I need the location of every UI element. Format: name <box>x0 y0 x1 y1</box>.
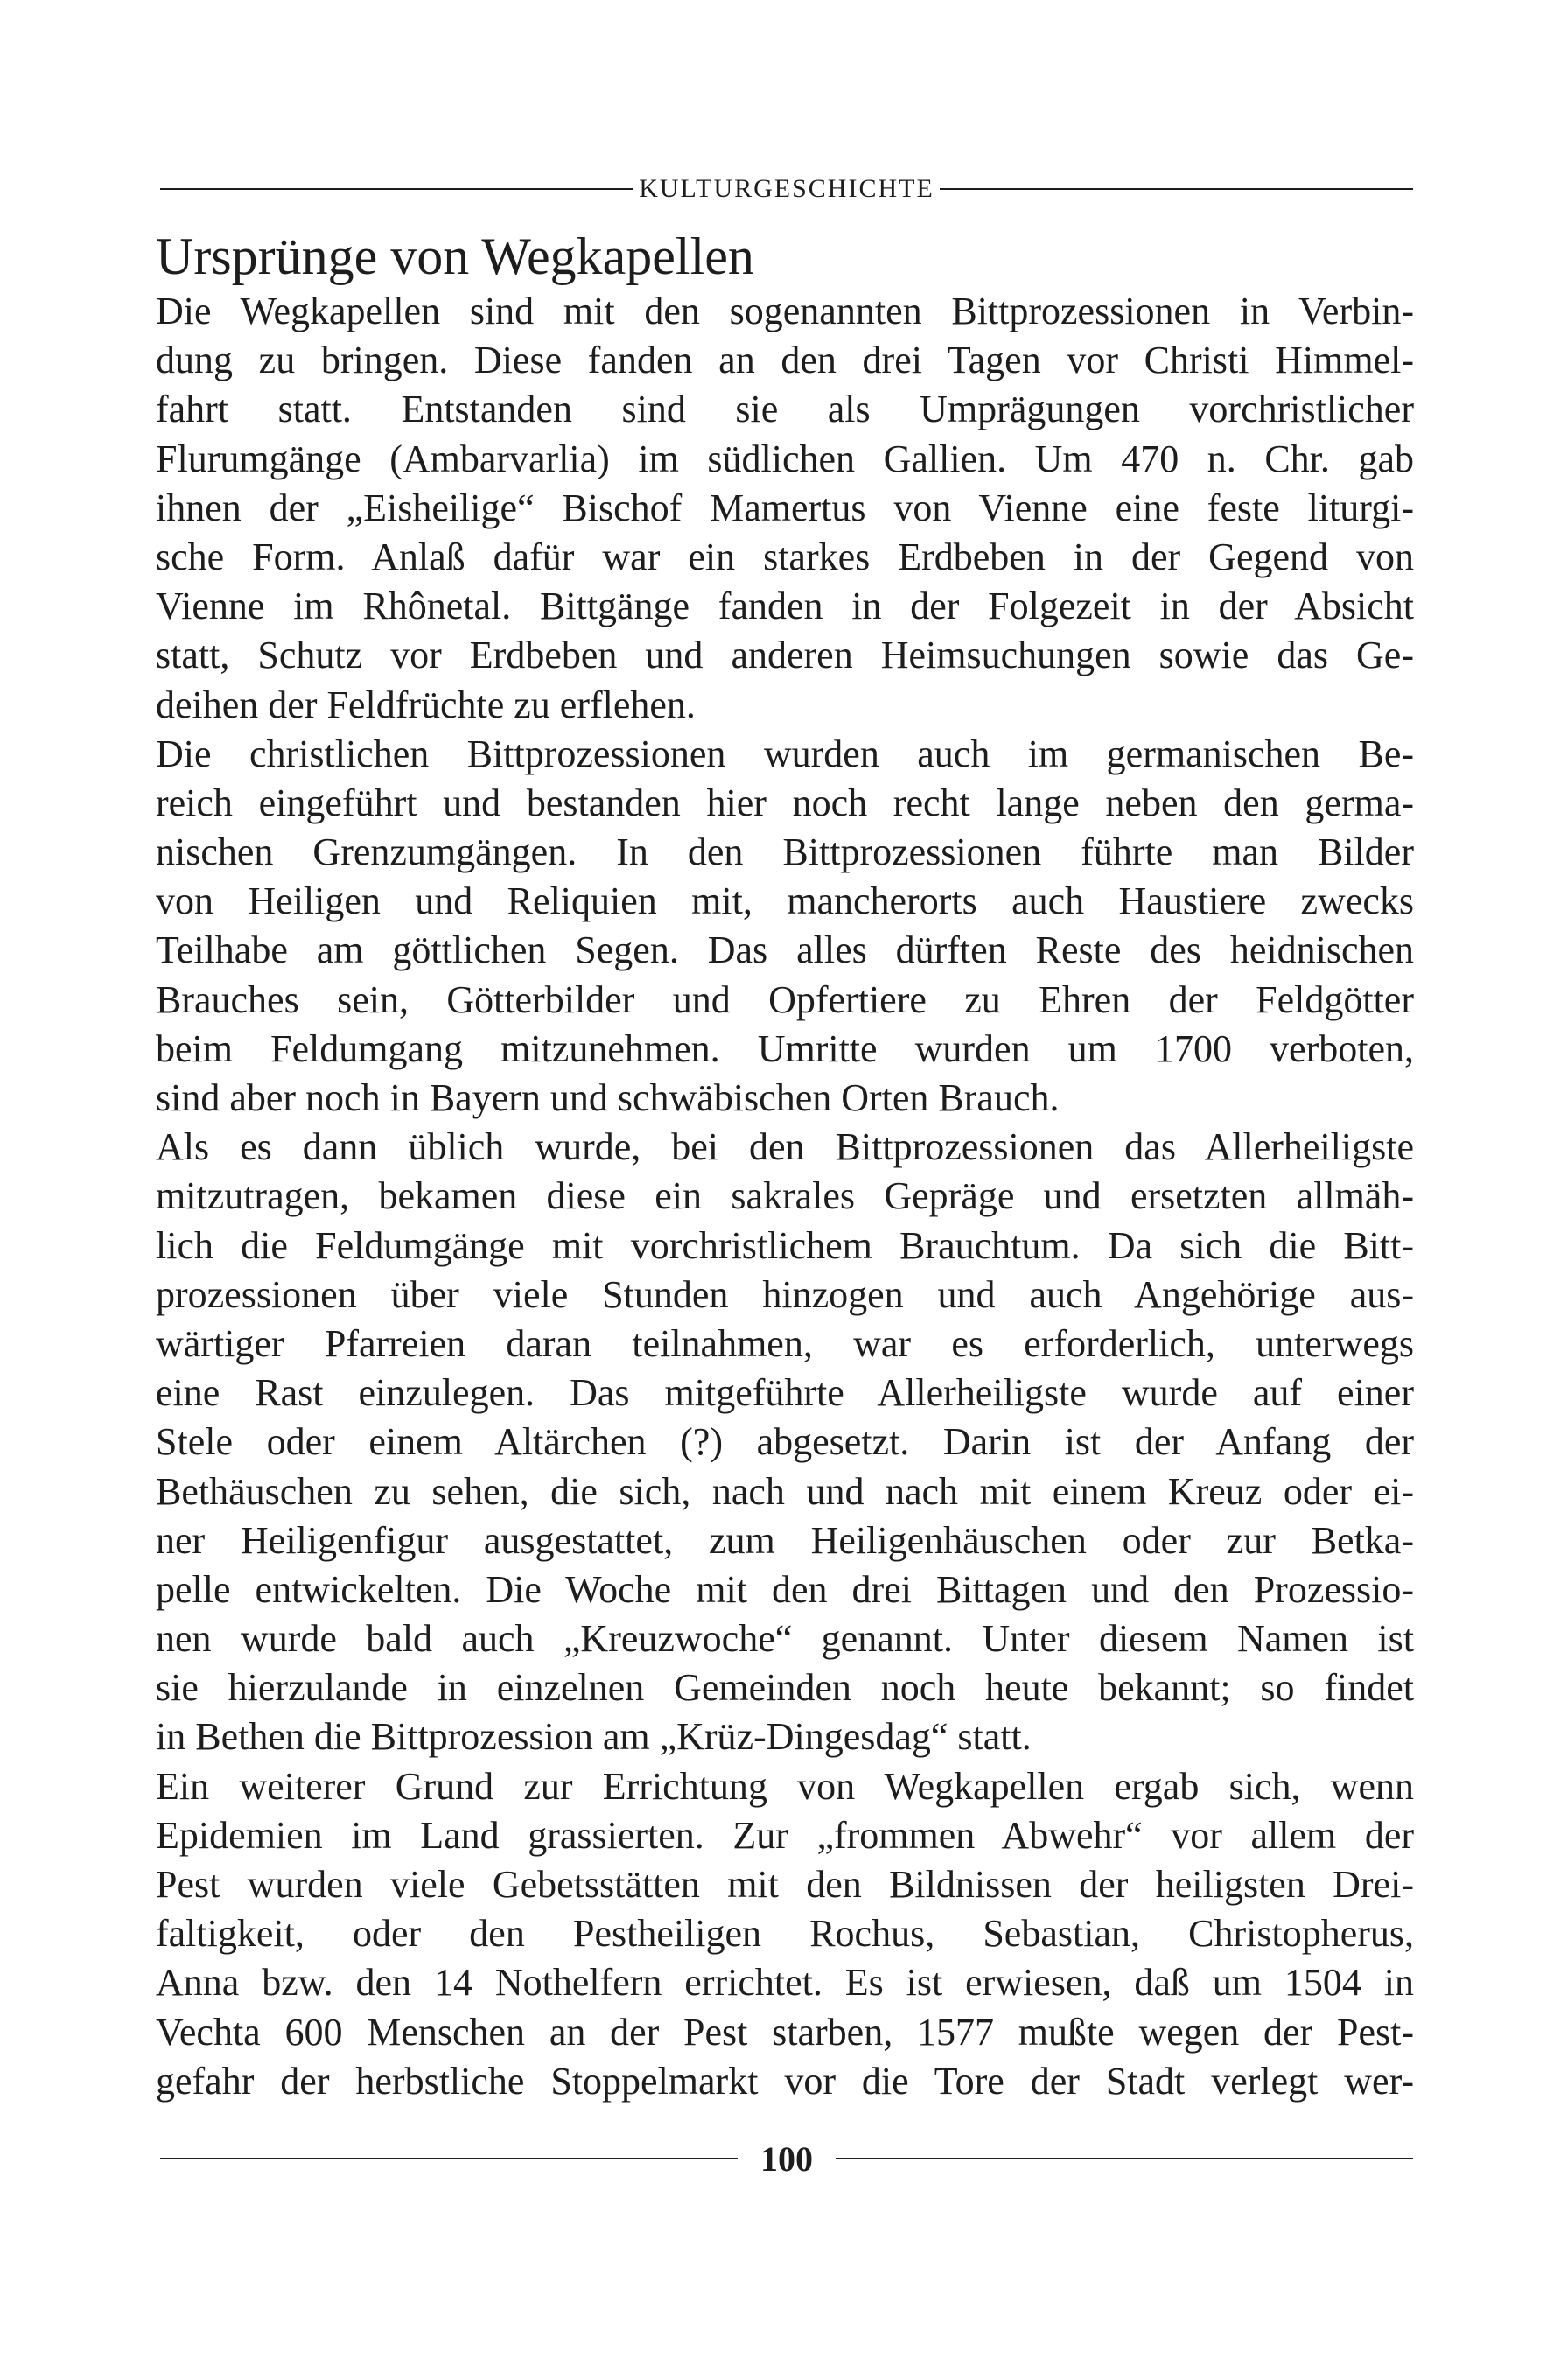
footer-rule-right <box>836 2158 1413 2160</box>
paragraph <box>156 287 1414 730</box>
text-line: Ein weiterer Grund zur Errichtung von Wegkapellen ergab sich, wenn <box>156 1764 1414 1808</box>
text-line: prozessionen über viele Stunden hinzogen und auch Angehörige aus- <box>156 1272 1414 1316</box>
text-line: wärtiger Pfarreien daran teilnahmen, war es erforderlich, unterwegs <box>156 1321 1414 1365</box>
paragraph <box>156 1123 1414 1761</box>
text-line: Vienne im Rhônetal. Bittgänge fanden in der Folgezeit in der Absicht <box>156 584 1414 628</box>
paragraph <box>156 1762 1414 2106</box>
text-line: von Heiligen und Reliquien mit, mancherorts auch Haustiere zwecks <box>156 879 1414 923</box>
text-line: Die christlichen Bittprozessionen wurden auch im germanischen Be- <box>156 732 1414 775</box>
header-rule-left <box>160 188 634 190</box>
text-line: Stele oder einem Altärchen (?) abgesetzt. Darin ist der Anfang der <box>156 1420 1414 1464</box>
text-line: fahrt statt. Entstanden sind sie als Umprägungen vorchristlicher <box>156 388 1414 431</box>
text-line: beim Feldumgang mitzunehmen. Umritte wurden um 1700 verboten, <box>156 1026 1414 1070</box>
text-line: reich eingeführt und bestanden hier noch recht lange neben den germa- <box>156 780 1414 824</box>
text-line: nischen Grenzumgängen. In den Bittprozessionen führte man Bilder <box>156 830 1414 874</box>
text-line: dung zu bringen. Diese fanden an den drei Tagen vor Christi Himmel- <box>156 339 1414 382</box>
text-line: ner Heiligenfigur ausgestattet, zum Heiligenhäuschen oder zur Betka- <box>156 1518 1414 1562</box>
text-line: deihen der Feldfrüchte zu erflehen. <box>156 682 696 726</box>
text-line: sind aber noch in Bayern und schwäbischen Orten Brauch. <box>156 1076 1060 1119</box>
running-header <box>160 172 1413 206</box>
text-line: Vechta 600 Menschen an der Pest starben, 1577 mußte wegen der Pest- <box>156 2010 1414 2054</box>
text-line: Bethäuschen zu sehen, die sich, nach und nach mit einem Kreuz oder ei- <box>156 1469 1414 1513</box>
text-line: gefahr der herbstliche Stoppelmarkt vor die Tore der Stadt verlegt wer- <box>156 2059 1414 2103</box>
text-line: Anna bzw. den 14 Nothelfern errichtet. Es ist erwiesen, daß um 1504 in <box>156 1961 1414 2005</box>
footer-rule-left <box>160 2158 738 2160</box>
text-line: Brauches sein, Götterbilder und Opfertiere zu Ehren der Feldgötter <box>156 977 1414 1021</box>
text-line: nen wurde bald auch „Kreuzwoche“ genannt. Unter diesem Namen ist <box>156 1617 1414 1661</box>
text-line: faltigkeit, oder den Pestheiligen Rochus, Sebastian, Christopherus, <box>156 1912 1414 1956</box>
text-line: Flurumgänge (Ambarvarlia) im südlichen Gallien. Um 470 n. Chr. gab <box>156 437 1414 480</box>
text-line: sche Form. Anlaß dafür war ein starkes Erdbeben in der Gegend von <box>156 535 1414 578</box>
article-body <box>156 226 1414 2106</box>
text-line: Als es dann üblich wurde, bei den Bittprozessionen das Allerheiligste <box>156 1125 1414 1169</box>
text-line: statt, Schutz vor Erdbeben und anderen Heimsuchungen sowie das Ge- <box>156 634 1414 677</box>
paragraph <box>156 730 1414 1124</box>
page-number: 100 <box>760 2138 813 2179</box>
text-line: ihnen der „Eisheilige“ Bischof Mamertus von Vienne eine feste liturgi- <box>156 486 1414 529</box>
text-line: lich die Feldumgänge mit vorchristlichem Brauchtum. Da sich die Bitt- <box>156 1223 1414 1267</box>
text-line: in Bethen die Bittprozession am „Krüz-Dingesdag“ statt. <box>156 1715 1032 1759</box>
text-line: pelle entwickelten. Die Woche mit den drei Bittagen und den Prozessio- <box>156 1567 1414 1611</box>
page-footer <box>160 2137 1413 2180</box>
text-line: Epidemien im Land grassierten. Zur „frommen Abwehr“ vor allem der <box>156 1813 1414 1857</box>
text-line: Teilhabe am göttlichen Segen. Das alles dürften Reste des heidnischen <box>156 928 1414 972</box>
header-rule-right <box>940 188 1413 190</box>
section-label: KULTURGESCHICHTE <box>639 174 934 203</box>
article-title: Ursprünge von Wegkapellen <box>156 228 754 285</box>
text-line: sie hierzulande in einzelnen Gemeinden noch heute bekannt; so findet <box>156 1666 1414 1710</box>
text-line: mitzutragen, bekamen diese ein sakrales Gepräge und ersetzten allmäh- <box>156 1174 1414 1218</box>
text-line: eine Rast einzulegen. Das mitgeführte Allerheiligste wurde auf einer <box>156 1371 1414 1415</box>
text-line: Die Wegkapellen sind mit den sogenannten Bittprozessionen in Verbin- <box>156 290 1414 332</box>
text-line: Pest wurden viele Gebetsstätten mit den Bildnissen der heiligsten Drei- <box>156 1863 1414 1906</box>
